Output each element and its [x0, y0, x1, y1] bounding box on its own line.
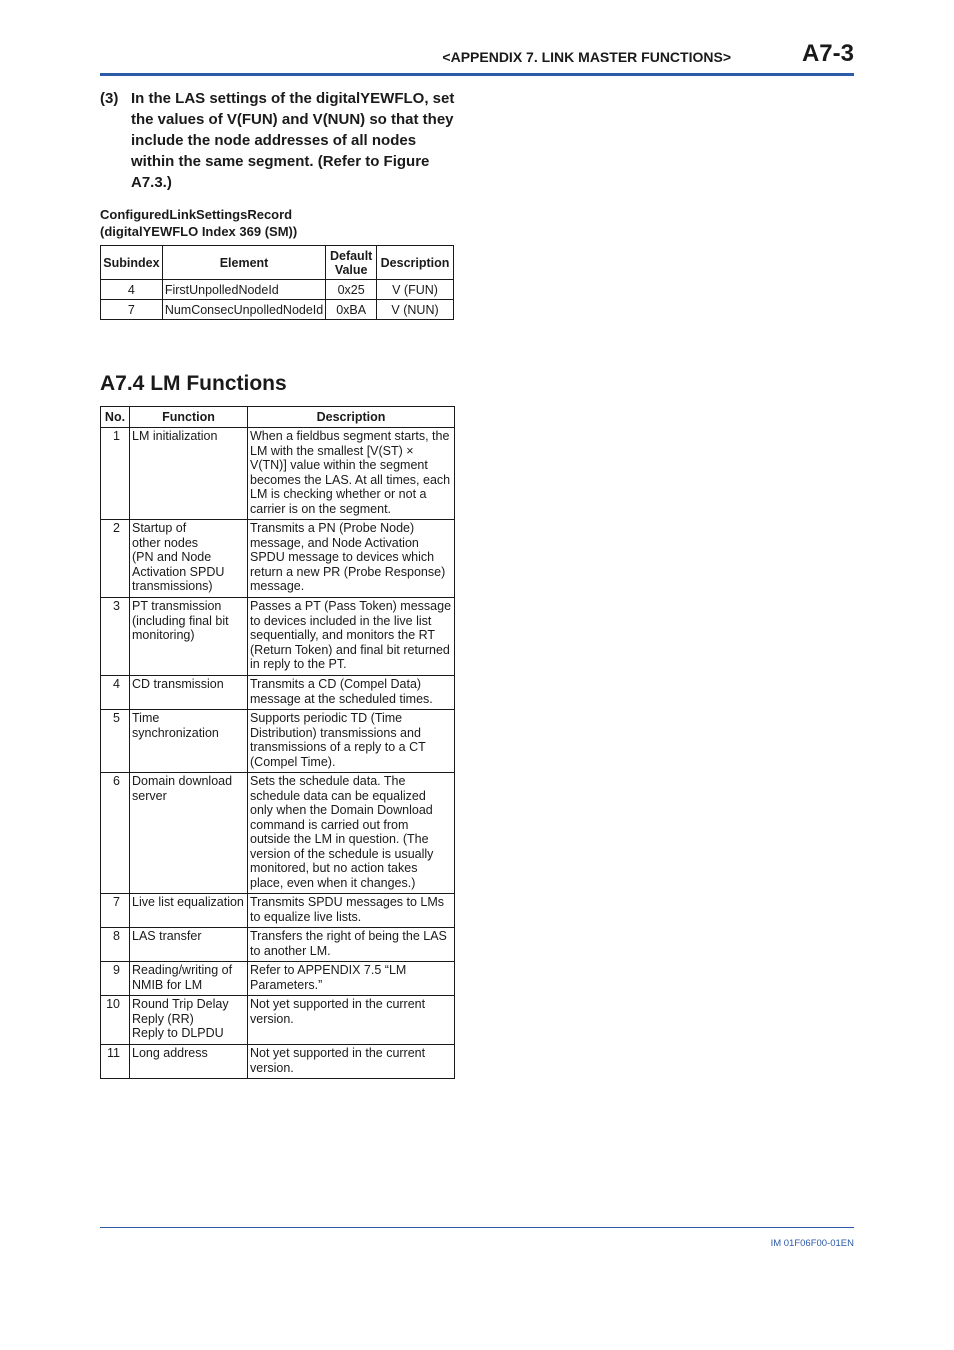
description-cell: Transmits a CD (Compel Data) message at the scheduled times. [248, 676, 455, 710]
row-number: 10 [101, 996, 130, 1045]
table-row [101, 996, 455, 1045]
header-title: <APPENDIX 7. LINK MASTER FUNCTIONS> [442, 49, 731, 65]
function-cell: LM initialization [130, 428, 248, 520]
row-number: 8 [101, 928, 130, 962]
default-value-cell: 0x25 [326, 280, 377, 300]
description-cell: Passes a PT (Pass Token) message to devices included in the live list sequentially, and monitors the RT (Return Token) and final bit returned in reply to the PT. [248, 598, 455, 676]
link-settings-table [100, 245, 454, 320]
table-row [101, 300, 454, 320]
step-3 [100, 88, 460, 193]
lm-table-body [101, 428, 455, 1079]
description-cell: Transmits a PN (Probe Node) message, and Node Activation SPDU message to devices which return a new PR (Probe Response) message. [248, 520, 455, 598]
row-number: 3 [101, 598, 130, 676]
column-header: Description [248, 407, 455, 428]
record-caption-line1: ConfiguredLinkSettingsRecord [100, 207, 293, 222]
row-number: 6 [101, 773, 130, 894]
row-number: 4 [101, 676, 130, 710]
description-cell: Sets the schedule data. The schedule data can be equalized only when the Domain Download command is carried out from outside the LM in question. (The version of the schedule is usually monitored, but no action takes place, even when it changes.) [248, 773, 455, 894]
description-cell: Supports periodic TD (Time Distribution) transmissions and transmissions of a reply to a CT (Compel Time). [248, 710, 455, 773]
table-header-row [101, 407, 455, 428]
row-number: 2 [101, 520, 130, 598]
table-row [101, 962, 455, 996]
table-row [101, 676, 455, 710]
function-cell: LAS transfer [130, 928, 248, 962]
document-id: IM 01F06F00-01EN [770, 1238, 854, 1249]
record-caption [100, 206, 297, 240]
default-value-cell: 0xBA [326, 300, 377, 320]
function-cell: Long address [130, 1045, 248, 1079]
row-number: 1 [101, 428, 130, 520]
table-row [101, 598, 455, 676]
description-cell: Not yet supported in the current version. [248, 1045, 455, 1079]
element-cell: NumConsecUnpolledNodeId [162, 300, 325, 320]
description-cell: Transfers the right of being the LAS to another LM. [248, 928, 455, 962]
table-row [101, 710, 455, 773]
table-row [101, 1045, 455, 1079]
header-rule [100, 73, 854, 76]
column-header: Function [130, 407, 248, 428]
record-caption-line2: (digitalYEWFLO Index 369 (SM)) [100, 224, 298, 239]
description-cell: V (FUN) [377, 280, 454, 300]
function-cell: CD transmission [130, 676, 248, 710]
function-cell: Startup of other nodes (PN and Node Activation SPDU transmissions) [130, 520, 248, 598]
subindex-cell: 7 [101, 300, 163, 320]
lm-functions-table [100, 406, 455, 1079]
description-cell: Transmits SPDU messages to LMs to equalize live lists. [248, 894, 455, 928]
function-cell: Domain download server [130, 773, 248, 894]
page-header [100, 40, 854, 78]
function-cell: Live list equalization [130, 894, 248, 928]
step-number: (3) [100, 90, 119, 107]
column-header: Subindex [101, 246, 163, 280]
table-row [101, 428, 455, 520]
section-title: A7.4 LM Functions [100, 372, 287, 395]
table-row [101, 280, 454, 300]
subindex-cell: 4 [101, 280, 163, 300]
row-number: 11 [101, 1045, 130, 1079]
description-cell: Not yet supported in the current version. [248, 996, 455, 1045]
description-cell: Refer to APPENDIX 7.5 “LM Parameters.” [248, 962, 455, 996]
page-number: A7-3 [801, 40, 854, 67]
description-cell: V (NUN) [377, 300, 454, 320]
table-row [101, 928, 455, 962]
column-header [326, 246, 377, 280]
column-header-text: Default Value [329, 248, 373, 277]
table-header-row [101, 246, 454, 280]
column-header: No. [101, 407, 130, 428]
function-cell: Round Trip Delay Reply (RR) Reply to DLPDU [130, 996, 248, 1045]
function-cell: Reading/writing of NMIB for LM [130, 962, 248, 996]
table-row [101, 773, 455, 894]
column-header: Description [377, 246, 454, 280]
function-cell: Time synchronization [130, 710, 248, 773]
table-row [101, 520, 455, 598]
function-cell: PT transmission (including final bit monitoring) [130, 598, 248, 676]
row-number: 7 [101, 894, 130, 928]
step-text: In the LAS settings of the digitalYEWFLO, set the values of V(FUN) and V(NUN) so that they include the node addresses of all nodes within the same segment. (Refer to Figure A7.3.) [131, 90, 455, 191]
column-header: Element [162, 246, 325, 280]
row-number: 9 [101, 962, 130, 996]
element-cell: FirstUnpolledNodeId [162, 280, 325, 300]
table-row [101, 894, 455, 928]
footer-rule [100, 1227, 854, 1228]
description-cell: When a fieldbus segment starts, the LM with the smallest [V(ST) × V(TN)] value within the segment becomes the LAS. At all times, each LM is checking whether or not a carrier is on the segment. [248, 428, 455, 520]
row-number: 5 [101, 710, 130, 773]
